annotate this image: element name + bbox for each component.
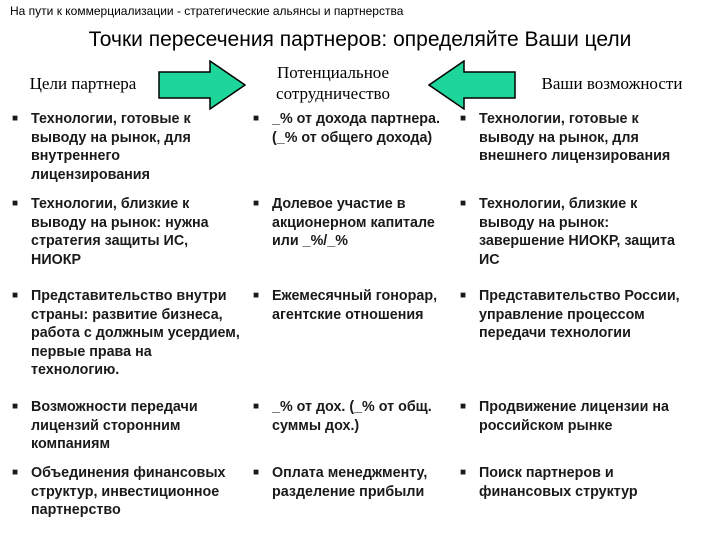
column-header-partner-goals: Цели партнера: [29, 74, 137, 93]
row-3-cooperation: ■ Ежемесячный гонорар, агентские отношения: [253, 288, 438, 323]
row-4-partner-goal: ■ Возможности передачи лицензий сторонним компаниям: [12, 399, 198, 452]
bullet-icon: ■: [460, 401, 467, 412]
row-2-opportunity: ■ Технологии, близкие к выводу на рынок: завершение НИОКР, защита ИС: [460, 196, 675, 268]
right-arrow-icon: [158, 60, 246, 110]
row-1-cooperation: ■ _% от дохода партнера. (_% от общего дохода): [253, 111, 440, 146]
row-5-partner-goal: ■ Объединения финансовых структур, инвестиционное партнерство: [12, 465, 226, 518]
bullet-icon: ■: [253, 290, 260, 301]
bullet-icon: ■: [12, 198, 19, 209]
page-title: Точки пересечения партнеров: определяйте Ваши цели: [88, 28, 632, 51]
bullet-icon: ■: [12, 467, 19, 478]
bullet-icon: ■: [460, 198, 467, 209]
left-arrow-icon: [428, 60, 516, 110]
bullet-icon: ■: [12, 290, 19, 301]
column-header-your-opportunities: Ваши возможности: [541, 74, 683, 93]
row-4-cooperation: ■ _% от дох. (_% от общ. суммы дох.): [253, 399, 432, 434]
bullet-icon: ■: [12, 113, 19, 124]
row-1-partner-goal: ■ Технологии, готовые к выводу на рынок, для внутреннего лицензирования: [12, 111, 191, 183]
row-2-cooperation: ■ Долевое участие в акционерном капитале или _%/_%: [253, 196, 435, 249]
row-1-opportunity: ■ Технологии, готовые к выводу на рынок, для внешнего лицензирования: [460, 111, 671, 164]
bullet-icon: ■: [12, 401, 19, 412]
bullet-icon: ■: [253, 467, 260, 478]
left-arrow-shape: [429, 61, 515, 109]
bullet-icon: ■: [253, 113, 260, 124]
breadcrumb: На пути к коммерциализации - стратегические альянсы и партнерства: [10, 4, 404, 18]
column-header-cooperation: [248, 62, 418, 104]
bullet-icon: ■: [253, 401, 260, 412]
column-header-cooperation-line1: Потенциальное: [276, 63, 390, 82]
bullet-icon: ■: [460, 290, 467, 301]
row-3-opportunity: ■ Представительство России, управление процессом передачи технологии: [460, 288, 680, 341]
right-arrow-shape: [159, 61, 245, 109]
row-2-partner-goal: ■ Технологии, близкие к выводу на рынок: нужна стратегия защиты ИС, НИОКР: [12, 196, 209, 268]
column-header-cooperation-line2: сотрудничество: [276, 84, 390, 103]
row-5-cooperation: ■ Оплата менеджменту, разделение прибыли: [253, 465, 428, 500]
row-4-opportunity: ■ Продвижение лицензии на российском рынке: [460, 399, 669, 434]
bullet-icon: ■: [253, 198, 260, 209]
bullet-icon: ■: [460, 113, 467, 124]
row-3-partner-goal: ■ Представительство внутри страны: развитие бизнеса, работа с должным усердием, первые права на технологию.: [12, 288, 240, 378]
bullet-icon: ■: [460, 467, 467, 478]
row-5-opportunity: ■ Поиск партнеров и финансовых структур: [460, 465, 638, 500]
